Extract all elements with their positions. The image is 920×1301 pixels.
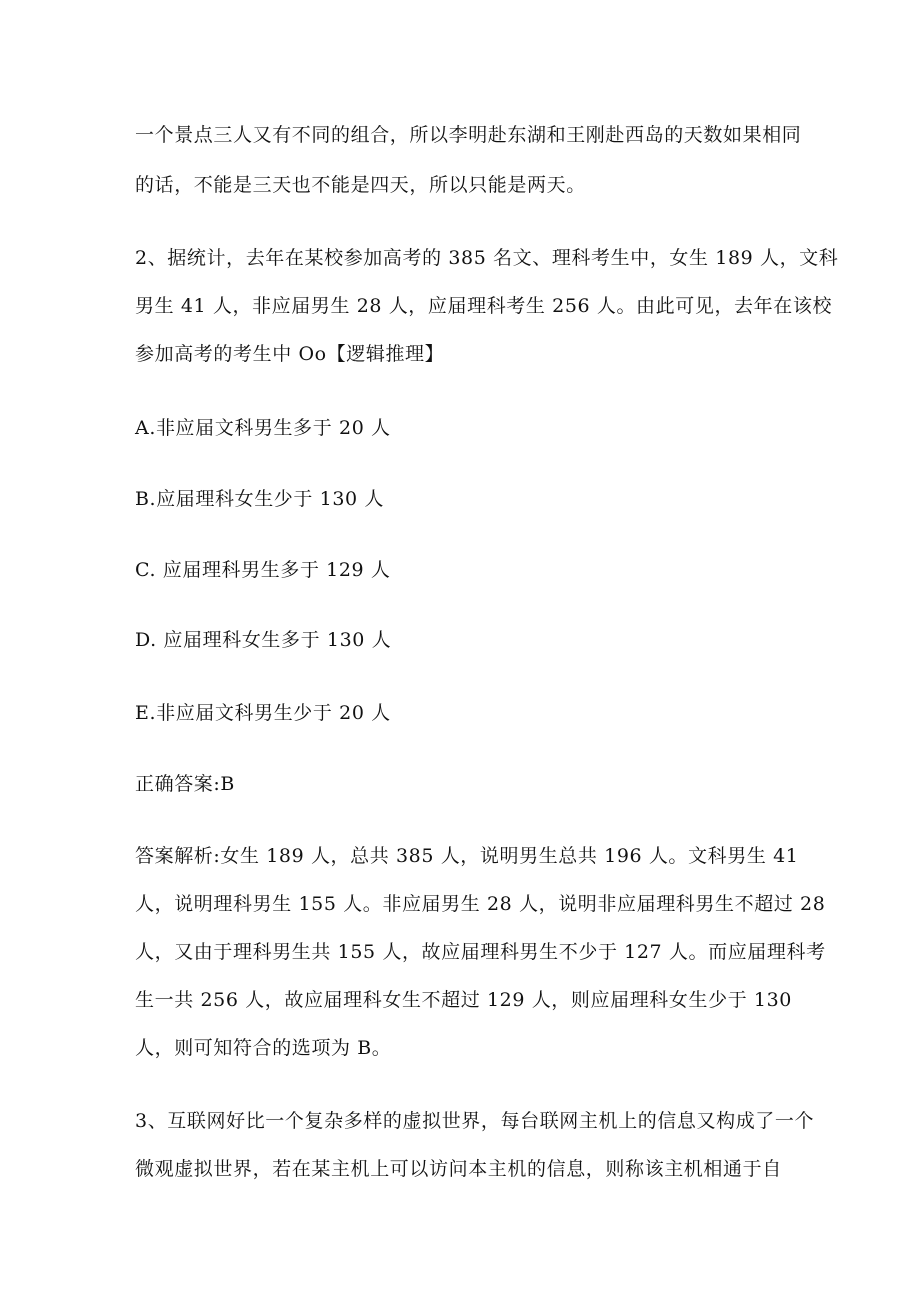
intro-line-2: 的话，不能是三天也不能是四天，所以只能是两天。 [135,174,586,196]
option-e: E.非应届文科男生少于 20 人 [135,702,391,724]
correct-answer: 正确答案:B [135,773,235,795]
option-d: D. 应届理科女生多于 130 人 [135,629,392,651]
question2-stem-line-1: 2、据统计，去年在某校参加高考的 385 名文、理科考生中，女生 189 人，文科 [135,247,839,269]
explanation-line-4: 生一共 256 人，故应届理科女生不超过 129 人，则应届理科女生少于 130 [135,989,792,1011]
question3-stem-line-2: 微观虚拟世界，若在某主机上可以访问本主机的信息，则称该主机相通于自 [135,1158,782,1180]
explanation-line-2: 人，说明理科男生 155 人。非应届男生 28 人，说明非应届理科男生不超过 28 [135,893,826,915]
option-b: B.应届理科女生少于 130 人 [135,488,384,510]
option-c: C. 应届理科男生多于 129 人 [135,559,391,581]
question3-stem-line-1: 3、互联网好比一个复杂多样的虚拟世界，每台联网主机上的信息又构成了一个 [135,1110,815,1132]
explanation-line-3: 人，又由于理科男生共 155 人，故应届理科男生不少于 127 人。而应届理科考 [135,941,826,963]
explanation-line-1: 答案解析:女生 189 人，总共 385 人，说明男生总共 196 人。文科男生 41 [135,845,799,867]
question2-stem-line-2: 男生 41 人，非应届男生 28 人，应届理科考生 256 人。由此可见，去年在该校 [135,295,833,317]
option-a: A.非应届文科男生多于 20 人 [135,417,391,439]
explanation-line-5: 人，则可知符合的选项为 B。 [135,1037,392,1059]
intro-line-1: 一个景点三人又有不同的组合，所以李明赴东湖和王刚赴西岛的天数如果相同 [135,124,802,146]
question2-stem-line-3: 参加高考的考生中 Oo【逻辑推理】 [135,343,445,365]
